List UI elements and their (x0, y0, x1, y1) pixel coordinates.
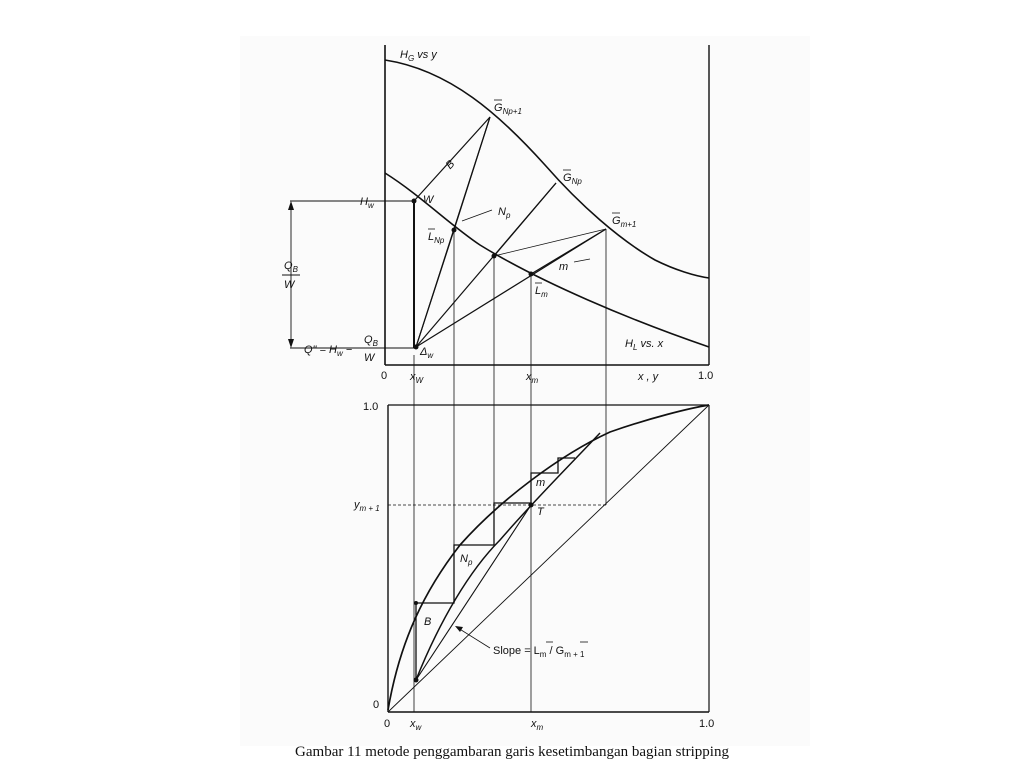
slope-label: Slope = $L_m / G_{m + 1}$ (493, 645, 585, 659)
slope-leader (458, 628, 490, 648)
hl-vs-x-curve (385, 173, 709, 347)
q-frac-denominator: W (364, 352, 375, 364)
m-label-lower: m (536, 477, 546, 489)
np-label-lower: $N_p$ (460, 553, 473, 567)
qb-arrow-head-top (288, 201, 294, 210)
upper-axis-one: 1.0 (698, 370, 714, 382)
lower-x-zero: 0 (384, 718, 391, 730)
point-lm (529, 272, 534, 277)
tie-line-b (414, 117, 490, 201)
hl-vs-x-label: $H_L$ vs. x (625, 338, 664, 352)
operating-ray-gnp (416, 183, 556, 347)
point-lnp (452, 228, 457, 233)
operating-ray-gm1 (416, 229, 606, 347)
ym1-label: $y_{m + 1}$ (354, 499, 380, 513)
upper-axis-xy: x , y (638, 371, 659, 383)
m-label-upper: m (559, 261, 569, 273)
qb-arrow-head-bottom (288, 339, 294, 348)
hg-vs-y-curve (385, 60, 709, 278)
lower-y-top: 1.0 (363, 401, 379, 413)
upper-axis-zero: 0 (381, 370, 388, 382)
figure-caption: Gambar 11 metode penggambaran garis kesetimbangan bagian stripping (295, 744, 729, 760)
l-m-label: $L_m$ (535, 285, 548, 299)
np-pointer-left (462, 210, 492, 221)
l-np-label: $L_{Np}$ (428, 231, 445, 245)
point-equil-start (414, 601, 418, 605)
upper-axis-xm: $x_m$ (526, 371, 539, 385)
g-np1-label: $G_{Np+1}$ (494, 102, 522, 116)
point-xw-lower (414, 678, 419, 683)
operating-curve (416, 433, 600, 680)
lower-y-zero: 0 (373, 699, 380, 711)
slope-leader-arrow (455, 626, 463, 632)
g-m1-label: $G_{m+1}$ (612, 215, 637, 229)
point-t (529, 503, 534, 508)
hg-vs-y-label: $H_G$ vs y (400, 49, 437, 63)
b-label: B (443, 158, 458, 172)
construction-line-1 (416, 230, 454, 347)
lower-x-w: $x_w$ (410, 718, 422, 732)
qb-denominator: W (284, 279, 295, 291)
lower-x-one: 1.0 (699, 718, 715, 730)
b-label-lower: B (424, 616, 432, 628)
delta-w-label: $\Delta_w$ (420, 346, 434, 360)
point-delta-w (414, 345, 419, 350)
w-label: W (423, 194, 434, 206)
lower-x-m: $x_m$ (531, 718, 544, 732)
diagonal-line (388, 405, 709, 712)
m-pointer (574, 259, 590, 262)
q-double-prime-label: Q" = $H_w$ − (304, 344, 353, 358)
hw-label: $H_w$ (360, 196, 374, 210)
point-mid (492, 254, 497, 259)
point-w (412, 199, 417, 204)
g-np-label: $G_{Np}$ (563, 172, 582, 186)
construction-line-2 (494, 229, 606, 256)
upper-axis-xw: $x_W$ (410, 371, 424, 385)
t-label: T (537, 506, 544, 518)
np-label: $N_p$ (498, 206, 511, 220)
qb-numerator: $Q_B$ (284, 260, 298, 274)
q-frac-numerator: $Q_B$ (364, 334, 378, 348)
